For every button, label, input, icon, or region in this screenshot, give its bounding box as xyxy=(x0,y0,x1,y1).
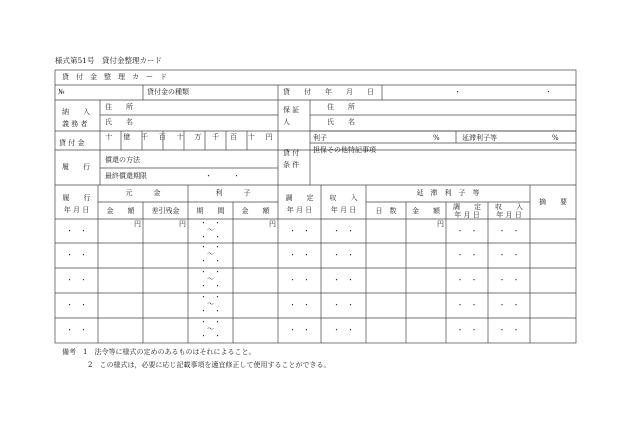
final-repayment-label: 最終償還期限 xyxy=(105,172,147,180)
repayment-method-label: 償還の方法 xyxy=(105,156,140,164)
interest-header: 利 子 xyxy=(215,189,251,197)
amount-unit: 千 xyxy=(212,133,220,141)
assessment-date-dots: ・ ・ xyxy=(289,276,310,284)
late-receipt-dots: ・ ・ xyxy=(498,227,520,235)
receipt-date-dots: ・ ・ xyxy=(333,276,354,284)
perf-date-header: 履 行 年 月 日 xyxy=(62,194,91,214)
late-assessment-dots: ・ ・ xyxy=(456,227,478,235)
assessment-date-dots: ・ ・ xyxy=(289,227,310,235)
perf-date-dots: ・ ・ xyxy=(66,251,87,259)
loan-date-dots: ・ ・ xyxy=(454,88,552,96)
late-receipt-dots: ・ ・ xyxy=(498,301,520,309)
performance-label: 履 行 xyxy=(62,163,90,171)
period-mark: ・ ・ ～ ・ ・ xyxy=(200,318,221,340)
interest-percent: % xyxy=(433,134,440,142)
period-mark: ・ ・ ～ ・ ・ xyxy=(200,243,221,265)
receipt-date-dots: ・ ・ xyxy=(333,326,354,334)
guarantor-label: 保 証 人 xyxy=(283,106,300,126)
obligor-label: 納 入 義 務 者 xyxy=(62,108,90,128)
principal-yen: 円 xyxy=(134,220,141,228)
amount-unit: 万 xyxy=(194,133,202,141)
note-1: 備考 1 法令等に様式の定めのあるものはそれによること。 xyxy=(62,348,256,356)
late-amount-yen: 円 xyxy=(437,220,444,228)
sub-period: 期 間 xyxy=(196,207,225,215)
sub-late-receipt: 収 入 年 月 日 xyxy=(495,203,523,219)
principal-header: 元 金 xyxy=(125,189,161,197)
amount-unit: 億 xyxy=(123,133,131,141)
perf-date-dots: ・ ・ xyxy=(66,227,87,235)
assessment-header: 調 定 年 月 日 xyxy=(285,194,314,214)
loan-terms-label: 貸 付 条 件 xyxy=(283,149,300,169)
late-assessment-dots: ・ ・ xyxy=(456,276,478,284)
guarantor-address-label: 住 所 xyxy=(327,103,355,111)
guarantor-name-label: 氏 名 xyxy=(327,118,355,126)
final-repayment-dots: ・ ・ xyxy=(205,172,240,180)
amount-unit: 十 xyxy=(176,133,184,141)
receipt-date-dots: ・ ・ xyxy=(333,227,354,235)
sub-late-amount: 金 額 xyxy=(412,207,440,215)
form-label: 様式第51号 貸付金整理カード xyxy=(55,56,163,65)
perf-date-dots: ・ ・ xyxy=(66,301,87,309)
late-assessment-dots: ・ ・ xyxy=(456,251,478,259)
interest-label: 利子 xyxy=(313,134,327,142)
interest-yen: 円 xyxy=(269,220,276,228)
card-title: 貸 付 金 整 理 カ ー ド xyxy=(62,73,167,81)
amount-unit: 百 xyxy=(158,133,166,141)
note-2: 2 この様式は，必要に応じ記載事項を適宜修正して使用することができる。 xyxy=(88,361,331,369)
sub-amount: 金 額 xyxy=(106,207,135,215)
receipt-date-dots: ・ ・ xyxy=(333,301,354,309)
assessment-date-dots: ・ ・ xyxy=(289,326,310,334)
loan-amount-label: 貸 付 金 xyxy=(59,139,85,147)
late-header: 延 滞 利 子 等 xyxy=(416,189,480,197)
obligor-name-label: 氏 名 xyxy=(105,118,133,126)
amount-unit: 十 xyxy=(247,133,255,141)
loan-type-label: 貸付金の種類 xyxy=(147,88,189,96)
amount-unit: 十 xyxy=(105,133,113,141)
amount-unit: 円 xyxy=(265,133,273,141)
perf-date-dots: ・ ・ xyxy=(66,276,87,284)
late-assessment-dots: ・ ・ xyxy=(456,301,478,309)
collateral-label: 担保その他特記事項 xyxy=(313,146,376,154)
assessment-date-dots: ・ ・ xyxy=(289,251,310,259)
late-interest-label: 延滞利子等 xyxy=(462,134,497,142)
late-receipt-dots: ・ ・ xyxy=(498,251,520,259)
no-label: № xyxy=(58,88,65,96)
sub-balance: 差引残金 xyxy=(151,207,180,215)
receipt-date-dots: ・ ・ xyxy=(333,251,354,259)
amount-unit: 千 xyxy=(140,133,148,141)
period-mark: ・ ・ ～ ・ ・ xyxy=(200,268,221,290)
late-receipt-dots: ・ ・ xyxy=(498,326,520,334)
late-interest-percent: % xyxy=(552,134,559,142)
obligor-address-label: 住 所 xyxy=(105,103,133,111)
remarks-header: 摘 要 xyxy=(539,198,567,206)
sub-interest-amount: 金 額 xyxy=(241,207,270,215)
sub-late-assessment: 調 定 年 月 日 xyxy=(453,203,481,219)
sub-days: 日 数 xyxy=(375,207,397,215)
late-assessment-dots: ・ ・ xyxy=(456,326,478,334)
balance-yen: 円 xyxy=(179,220,186,228)
assessment-date-dots: ・ ・ xyxy=(289,301,310,309)
receipt-header: 収 入 年 月 日 xyxy=(329,194,358,214)
late-receipt-dots: ・ ・ xyxy=(498,276,520,284)
perf-date-dots: ・ ・ xyxy=(66,326,87,334)
loan-date-label: 貸 付 年 月 日 xyxy=(283,88,374,96)
period-mark: ・ ・ ～ ・ ・ xyxy=(200,219,221,241)
period-mark: ・ ・ ～ ・ ・ xyxy=(200,293,221,315)
amount-unit: 百 xyxy=(229,133,237,141)
